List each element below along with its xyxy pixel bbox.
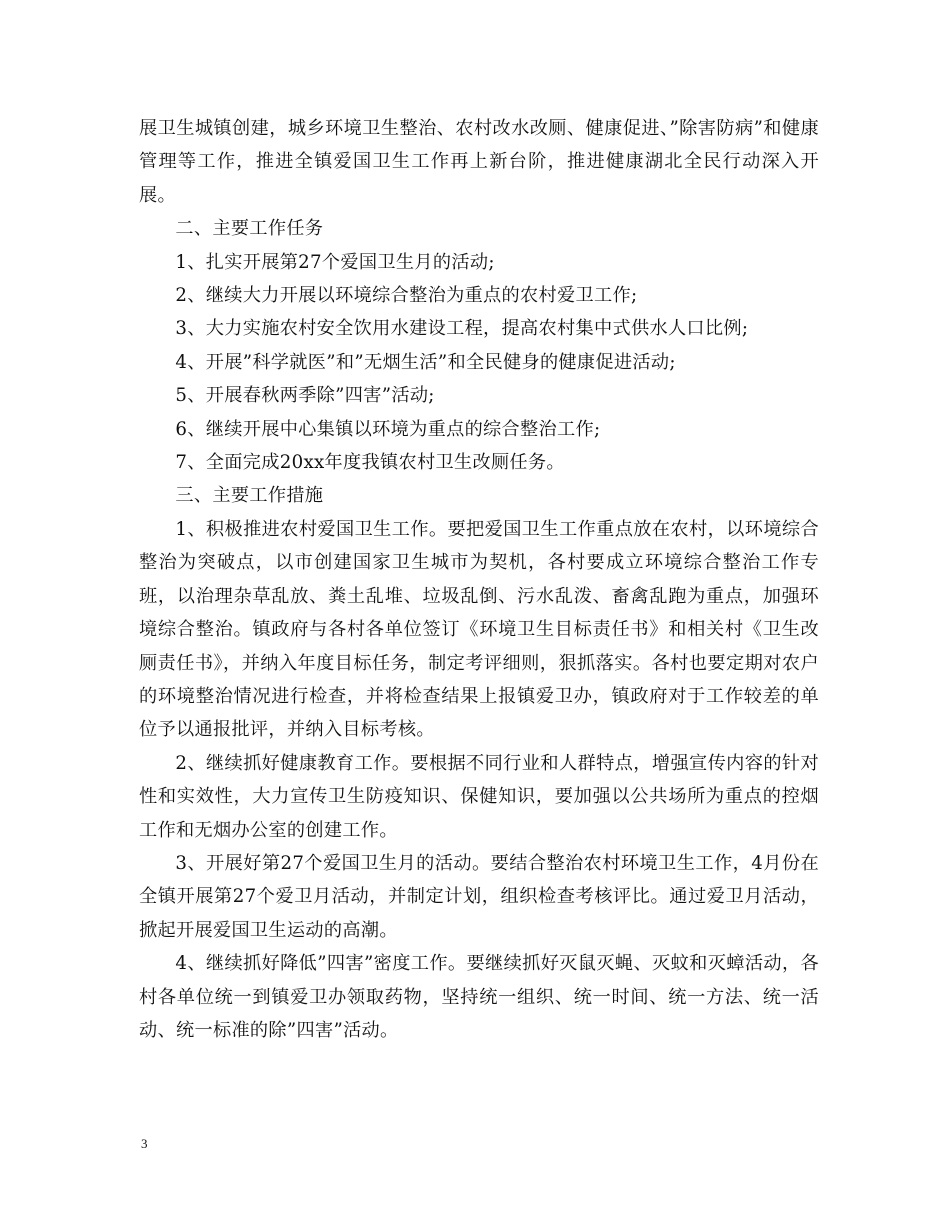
document-body: [139, 112, 819, 1047]
task-item-1: 1、扎实开展第27个爱国卫生月的活动;: [175, 251, 495, 273]
task-item-7: 7、全面完成20xx年度我镇农村卫生改厕任务。: [175, 452, 565, 474]
measure-paragraph-3: 3、开展好第27个爱国卫生月的活动。要结合整治农村环境卫生工作，4月份在全镇开展第27个爱卫月活动，并制定计划，组织检查考核评比。通过爱卫月活动，掀起开展爱国卫生运动的高潮。: [139, 852, 819, 941]
task-item-3: 3、大力实施农村安全饮用水建设工程，提高农村集中式供水人口比例;: [175, 318, 749, 340]
section-heading-main-tasks: 二、主要工作任务: [175, 218, 324, 240]
page-number: 3: [141, 1136, 148, 1151]
task-item-4: 4、开展”科学就医”和”无烟生活”和全民健身的健康促进活动;: [175, 351, 676, 373]
paragraph-continuation: 展卫生城镇创建，城乡环境卫生整治、农村改水改厕、健康促进、”除害防病”和健康管理等工作，推进全镇爱国卫生工作再上新台阶，推进健康湖北全民行动深入开展。: [139, 118, 819, 206]
task-item-5: 5、开展春秋两季除”四害”活动;: [175, 385, 435, 407]
section-heading-main-measures: 三、主要工作措施: [175, 485, 324, 507]
task-item-6: 6、继续开展中心集镇以环境为重点的综合整治工作;: [175, 418, 601, 440]
measure-paragraph-1: 1、积极推进农村爱国卫生工作。要把爱国卫生工作重点放在农村，以环境综合整治为突破点，以市创建国家卫生城市为契机，各村要成立环境综合整治工作专班，以治理杂草乱放、粪土乱堆、垃圾乱倒、污水乱泼、畜禽乱跑为重点，加强环境综合整治。镇政府与各村各单位签订《环境卫生目标责任书》和相关村《卫生改厕责任书》，并纳入年度目标任务，制定考评细则，狠抓落实。各村也要定期对农户的环境整治情况进行检查，并将检查结果上报镇爱卫办，镇政府对于工作较差的单位予以通报批评，并纳入目标考核。: [139, 518, 819, 741]
measure-paragraph-4: 4、继续抓好降低”四害”密度工作。要继续抓好灭鼠灭蝇、灭蚊和灭蟑活动，各村各单位统一到镇爱卫办领取药物，坚持统一组织、统一时间、统一方法、统一活动、统一标准的除”四害”活动。: [139, 953, 819, 1041]
measure-paragraph-2: 2、继续抓好健康教育工作。要根据不同行业和人群特点，增强宣传内容的针对性和实效性，大力宣传卫生防疫知识、保健知识，要加强以公共场所为重点的控烟工作和无烟办公室的创建工作。: [139, 752, 819, 841]
task-item-2: 2、继续大力开展以环境综合整治为重点的农村爱卫工作;: [175, 285, 638, 307]
